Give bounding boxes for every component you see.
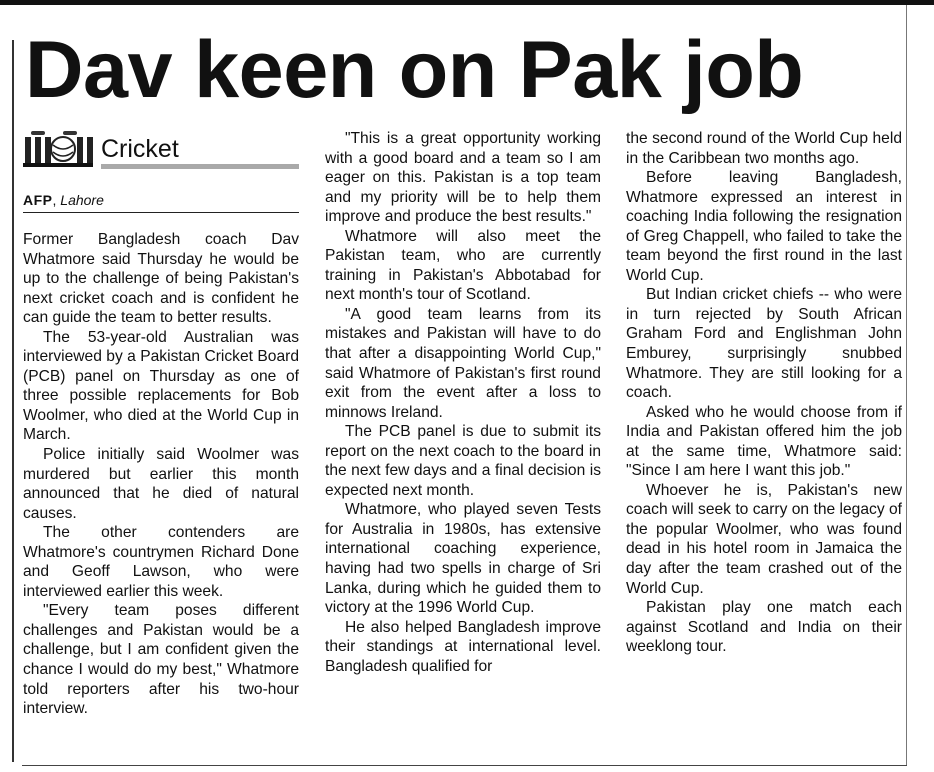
paragraph: The PCB panel is due to submit its report on the next coach to the board in the next few days and a final decision is expected next month. [325, 423, 601, 499]
paragraph: Pakistan play one match each against Scotland and India on their weeklong tour. [626, 599, 902, 656]
headline: Dav keen on Pak job [25, 25, 804, 115]
byline-rule [23, 212, 299, 213]
article-column-1 [23, 230, 299, 719]
paragraph: "Every team poses different challenges and Pakistan would be a challenge, but I am confident given the chance I would do my best," Whatmore told reporters after his two-hour interview. [23, 602, 299, 718]
paragraph: Whatmore, who played seven Tests for Australia in 1980s, has extensive international coaching experience, having had two spells in charge of Sri Lanka, during which he guided them to victory at the 1996 World Cup. [325, 501, 601, 617]
paragraph: "A good team learns from its mistakes and Pakistan will have to do that after a disappointing World Cup," said Whatmore of Pakistan's first round exit from the event after a loss to minnows Ireland. [325, 305, 601, 421]
paragraph: Former Bangladesh coach Dav Whatmore said Thursday he would be up to the challenge of being Pakistan's next cricket coach and is confident he can guide the team to better results. [23, 231, 299, 327]
paragraph: He also helped Bangladesh improve their standings at international level. Bangladesh qualified for [325, 618, 601, 675]
bottom-rule [22, 765, 907, 766]
section-bar [101, 164, 299, 169]
paragraph: "This is a great opportunity working with a good board and a team so I am eager on this. Pakistan is a top team and my priority will be to help them improve and produce the best results." [325, 130, 601, 226]
top-rule [0, 0, 934, 5]
paragraph: Police initially said Woolmer was murdered but earlier this month announced that he died of natural causes. [23, 446, 299, 522]
cricket-icon [23, 127, 93, 167]
paragraph: Asked who he would choose from if India and Pakistan offered him the job at the same time, Whatmore said: "Since I am here I want this job." [626, 403, 902, 480]
paragraph: The other contenders are Whatmore's countrymen Richard Done and Geoff Lawson, who were interviewed earlier this week. [23, 524, 299, 600]
paragraph: the second round of the World Cup held in the Caribbean two months ago. [626, 130, 902, 167]
paragraph: Whoever he is, Pakistan's new coach will seek to carry on the legacy of the popular Woolmer, who was found dead in his hotel room in Jamaica the day after the team crashed out of the World Cup. [626, 481, 902, 597]
article-column-2 [325, 129, 601, 676]
section-label: Cricket [101, 135, 179, 163]
byline-agency: AFP [23, 192, 53, 208]
paragraph: But Indian cricket chiefs -- who were in turn rejected by South African Graham Ford and Englishman John Emburey, surprisingly snubbed Whatmore. They are still looking for a coach. [626, 286, 902, 402]
left-rule [12, 40, 14, 762]
article-column-3 [626, 129, 902, 657]
byline-location: Lahore [60, 192, 104, 208]
right-rule [906, 5, 907, 765]
paragraph: The 53-year-old Australian was interviewed by a Pakistan Cricket Board (PCB) panel on Thursday as one of three possible replacements for Bob Woolmer, who died at the World Cup in March. [23, 328, 299, 444]
section-header [23, 127, 299, 171]
byline: AFP, Lahore [23, 192, 104, 208]
paragraph: Before leaving Bangladesh, Whatmore expressed an interest in coaching India following the resignation of Greg Chappell, who failed to take the team beyond the first round in the last World Cup. [626, 169, 902, 284]
paragraph: Whatmore will also meet the Pakistan team, who are currently training in Pakistan's Abbotabad for next month's tour of Scotland. [325, 227, 601, 304]
